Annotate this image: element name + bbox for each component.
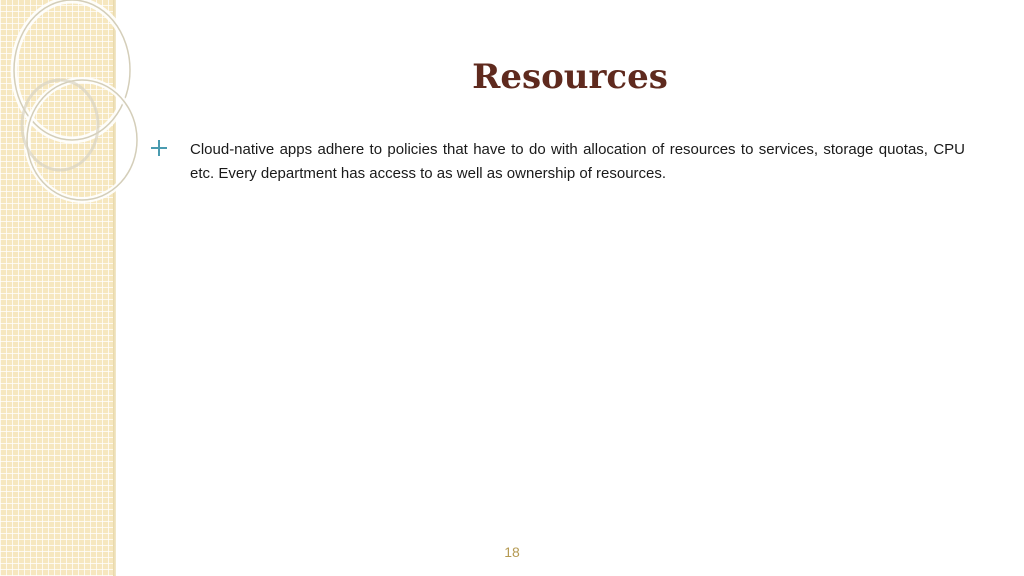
- decorative-rings-icon: [0, 0, 160, 230]
- slide-title: Resources: [472, 57, 668, 97]
- page-number: 18: [504, 544, 520, 560]
- plus-bullet-icon: [150, 139, 168, 157]
- bullet-text: Cloud-native apps adhere to policies that have to do with allocation of resources to services, storage quotas, CPU etc. Every department has access to as well as ownership of resources.: [190, 141, 965, 182]
